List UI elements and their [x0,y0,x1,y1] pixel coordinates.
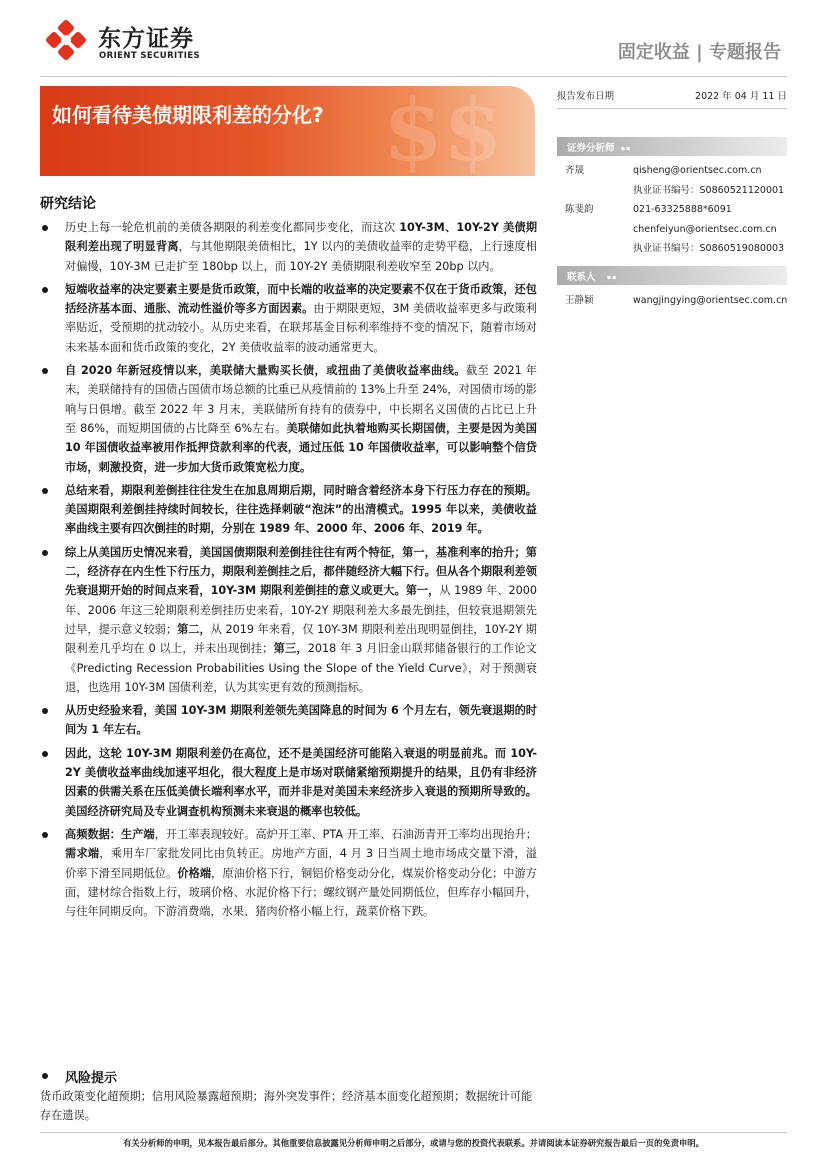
contact-detail: 执业证书编号：S0860521120001 [633,184,785,196]
logo-english-name: ORIENT SECURITIES [99,51,201,61]
bold-text-run: 短端收益率的决定要素主要是货币政策，而中长端的收益率的决定要素不仅在于货币政策，还包括经济基本面、通胀、流动性溢价等多方面因素。 [65,282,537,316]
bold-text-run: 美联储如此执着地购买长期国债，主要是因为美国 10 年国债收益率被用作抵押贷款利率的代表，通过压低 10 年国债收益率，可以影响整个信贷市场，刺激投资，进一步加大货币政策宽松力度。 [65,421,537,474]
text-run: ，开工率表现较好。高炉开工率、PTA 开工率、石油沥青开工率均出现抬升； [154,827,537,841]
currency-watermark-icon [365,86,535,176]
date-divider [557,108,787,109]
bold-text-run: 高频数据：生产端 [65,827,155,841]
footer-divider [40,1132,787,1133]
bold-text-run: 从历史经验来看，美国 10Y-3M 期限利差领先美国降息的时间为 6 个月左右，领先衰退期的时间为 1 年左右。 [65,704,537,737]
brand-logo [46,20,236,66]
conclusion-item [40,543,537,697]
dots-decoration: ▪▪ [607,274,618,281]
text-run: 截至 2021 年末，美联储持有的国债占国债市场总额的比重已从疫情前的 13%上升至 24%，对国债市场的影响与日俱增。截至 2022 年 3 月末，美联储所有持有的债券中，中长期名义国债的占比已上升至 86%，而短期国债的占比降至 6%左右。 [65,364,537,435]
report-header [0,0,827,80]
conclusion-item [40,744,537,821]
report-date-block [557,86,787,104]
person-name: 王静颖 [565,295,594,306]
orient-logo-icon [46,20,86,60]
text-run: ，乘用车厂家批发同比由负转正。房地产方面，4 月 3 日当周土地市场成交量下滑，溢价率下滑至同期低位。 [65,847,537,880]
risk-heading: 风险提示 [40,1067,117,1086]
text-run: ，原油价格下行，铜铝价格变动分化，煤炭价格变动分化；中游方面，建材综合指数上行，玻璃价格、水泥价格下行；螺纹钢产量处同期低位，但库存小幅回升，与往年同期反向。下游消费端，水果、猪肉价格小幅上行，蔬菜价格下跌。 [65,866,537,919]
contacts-label: 联系人 [567,272,596,283]
text-run: ，与其他期限美债相比，1Y 以内的美债收益率的走势平稳，上行速度相对偏慢，10Y-3M 已走扩至 180bp 以上，而 10Y-2Y 美债期限利差收窄至 20bp 以内。 [65,240,537,273]
analyst-entry [557,200,787,259]
date-label: 报告发布日期 [557,91,615,102]
analysts-header-bar [557,137,787,156]
analysts-label: 证券分析师 [567,143,615,154]
title-banner [40,86,535,176]
bold-text-run: 综上从美国历史情况来看，美国国债期限利差倒挂往往有两个特征，第一，基准利率的抬升；第二，经济存在内生性下行压力，期限利差倒挂之后，都伴随经济大幅下行。但从各个期限利差领先衰退期开始的时间点来看，10Y-3M 期限利差倒挂的意义或更大。第一， [65,545,537,598]
bold-text-run: 需求端 [65,847,100,861]
person-name: 齐晟 [565,165,585,176]
email-link[interactable]: chenfeiyun@orientsec.com.cn [633,223,777,235]
report-type: 固定收益 | 专题报告 [617,42,781,63]
contact-detail: 执业证书编号：S0860519080003 [633,243,785,254]
email-link[interactable]: wangjingying@orientsec.com.cn [633,295,788,306]
bold-text-run: 因此，这轮 10Y-3M 期限利差仍在高位，还不是美国经济可能陷入衰退的明显前兆。而 10Y-2Y 美债收益率曲线加速平坦化，很大程度上是市场对联储紧缩预期提升的结果，且仍有非经济因素的供需关系在压低美债长端利率水平，而并非是对美国未来经济步入衰退的预期所导致的。美国经济研究局及专业调查机构预测未来衰退的概率也较低。 [65,746,537,818]
conclusion-item [40,481,537,539]
contact-entry [557,291,787,311]
conclusion-item [40,825,537,921]
text-run: 2018 年 3 月旧金山联邦储备银行的工作论文《Predicting Recession Probabilities Using the Slope of the Yield Curve》，对于预测衰退，也选用 10Y-3M 国债利差，认为其实更有效的预测指标。 [65,642,537,694]
disclaimer-footer: 有关分析师的申明，见本报告最后部分。其他重要信息披露见分析师申明之后部分，或请与您的投资代表联系。并请阅读本证券研究报告最后一页的免责申明。 [123,1138,704,1148]
conclusion-list [40,218,537,925]
contact-list [557,291,787,311]
text-run: 从 1989 年、2000 年、2006 年这三轮期限利差倒挂历史来看，10Y-2Y 期限利差大多最先倒挂，但较衰退期领先过早，提示意义较弱； [65,584,537,636]
analyst-list [557,161,787,259]
dots-decoration: ▪▪ [621,145,632,152]
header-divider [40,76,787,77]
text-run: 历史上每一轮危机前的美债各期限的利差变化都同步变化，而这次 [65,221,400,234]
conclusion-item [40,701,537,740]
contact-detail: 021-63325888*6091 [633,204,732,215]
analyst-entry [557,161,787,200]
conclusion-item [40,361,537,477]
bold-text-run: 自 2020 年新冠疫情以来，美联储大量购买长债，或扭曲了美债收益率曲线。 [65,364,466,378]
bold-text-run: 总结来看，期限利差倒挂往往发生在加息周期后期，同时暗含着经济本身下行压力存在的预期。美国期限利差倒挂持续时间较长，往往选择刺破“泡沫”的出清模式。1995 年以来，美债收益率曲线主要有四次倒挂的时期，分别在 1989 年、2000 年、2006 年、2019 年。 [65,483,537,536]
bold-text-run: 价格端 [177,866,212,880]
svg-text:$$: $$ [383,86,503,176]
bold-text-run: 10Y-3M、10Y-2Y 美债期限利差出现了明显背离 [65,221,538,254]
risk-text: 货币政策变化超预期；信用风险暴露超预期；海外突发事件；经济基本面变化超预期；数据统计可能存在遗误。 [40,1090,533,1123]
text-run: 由于期限更短，3M 美债收益率更多与政策利率贴近，受预期的扰动较小。从历史来看，在联邦基金目标利率维持不变的情况下，随着市场对未来基本面和货币政策的变化，2Y 美债收益率的波动通常更大。 [65,302,537,354]
bold-text-run: 第三， [273,642,308,656]
date-value: 2022 年 04 月 11 日 [695,91,787,102]
email-link[interactable]: qisheng@orientsec.com.cn [633,165,762,176]
person-name: 陈斐韵 [565,204,594,215]
logo-chinese-name: 东方证券 [98,26,194,52]
text-run: 从 2019 年来看，仅 10Y-3M 期限利差出现明显倒挂，10Y-2Y 期限利差几乎均在 0 以上，并未出现倒挂； [65,622,537,656]
contacts-header-bar [557,266,787,285]
conclusion-item [40,218,537,276]
report-title: 如何看待美债期限利差的分化? [52,103,324,127]
conclusion-item [40,280,537,357]
section-title: 研究结论 [40,196,96,212]
bold-text-run: 第二， [177,622,211,636]
